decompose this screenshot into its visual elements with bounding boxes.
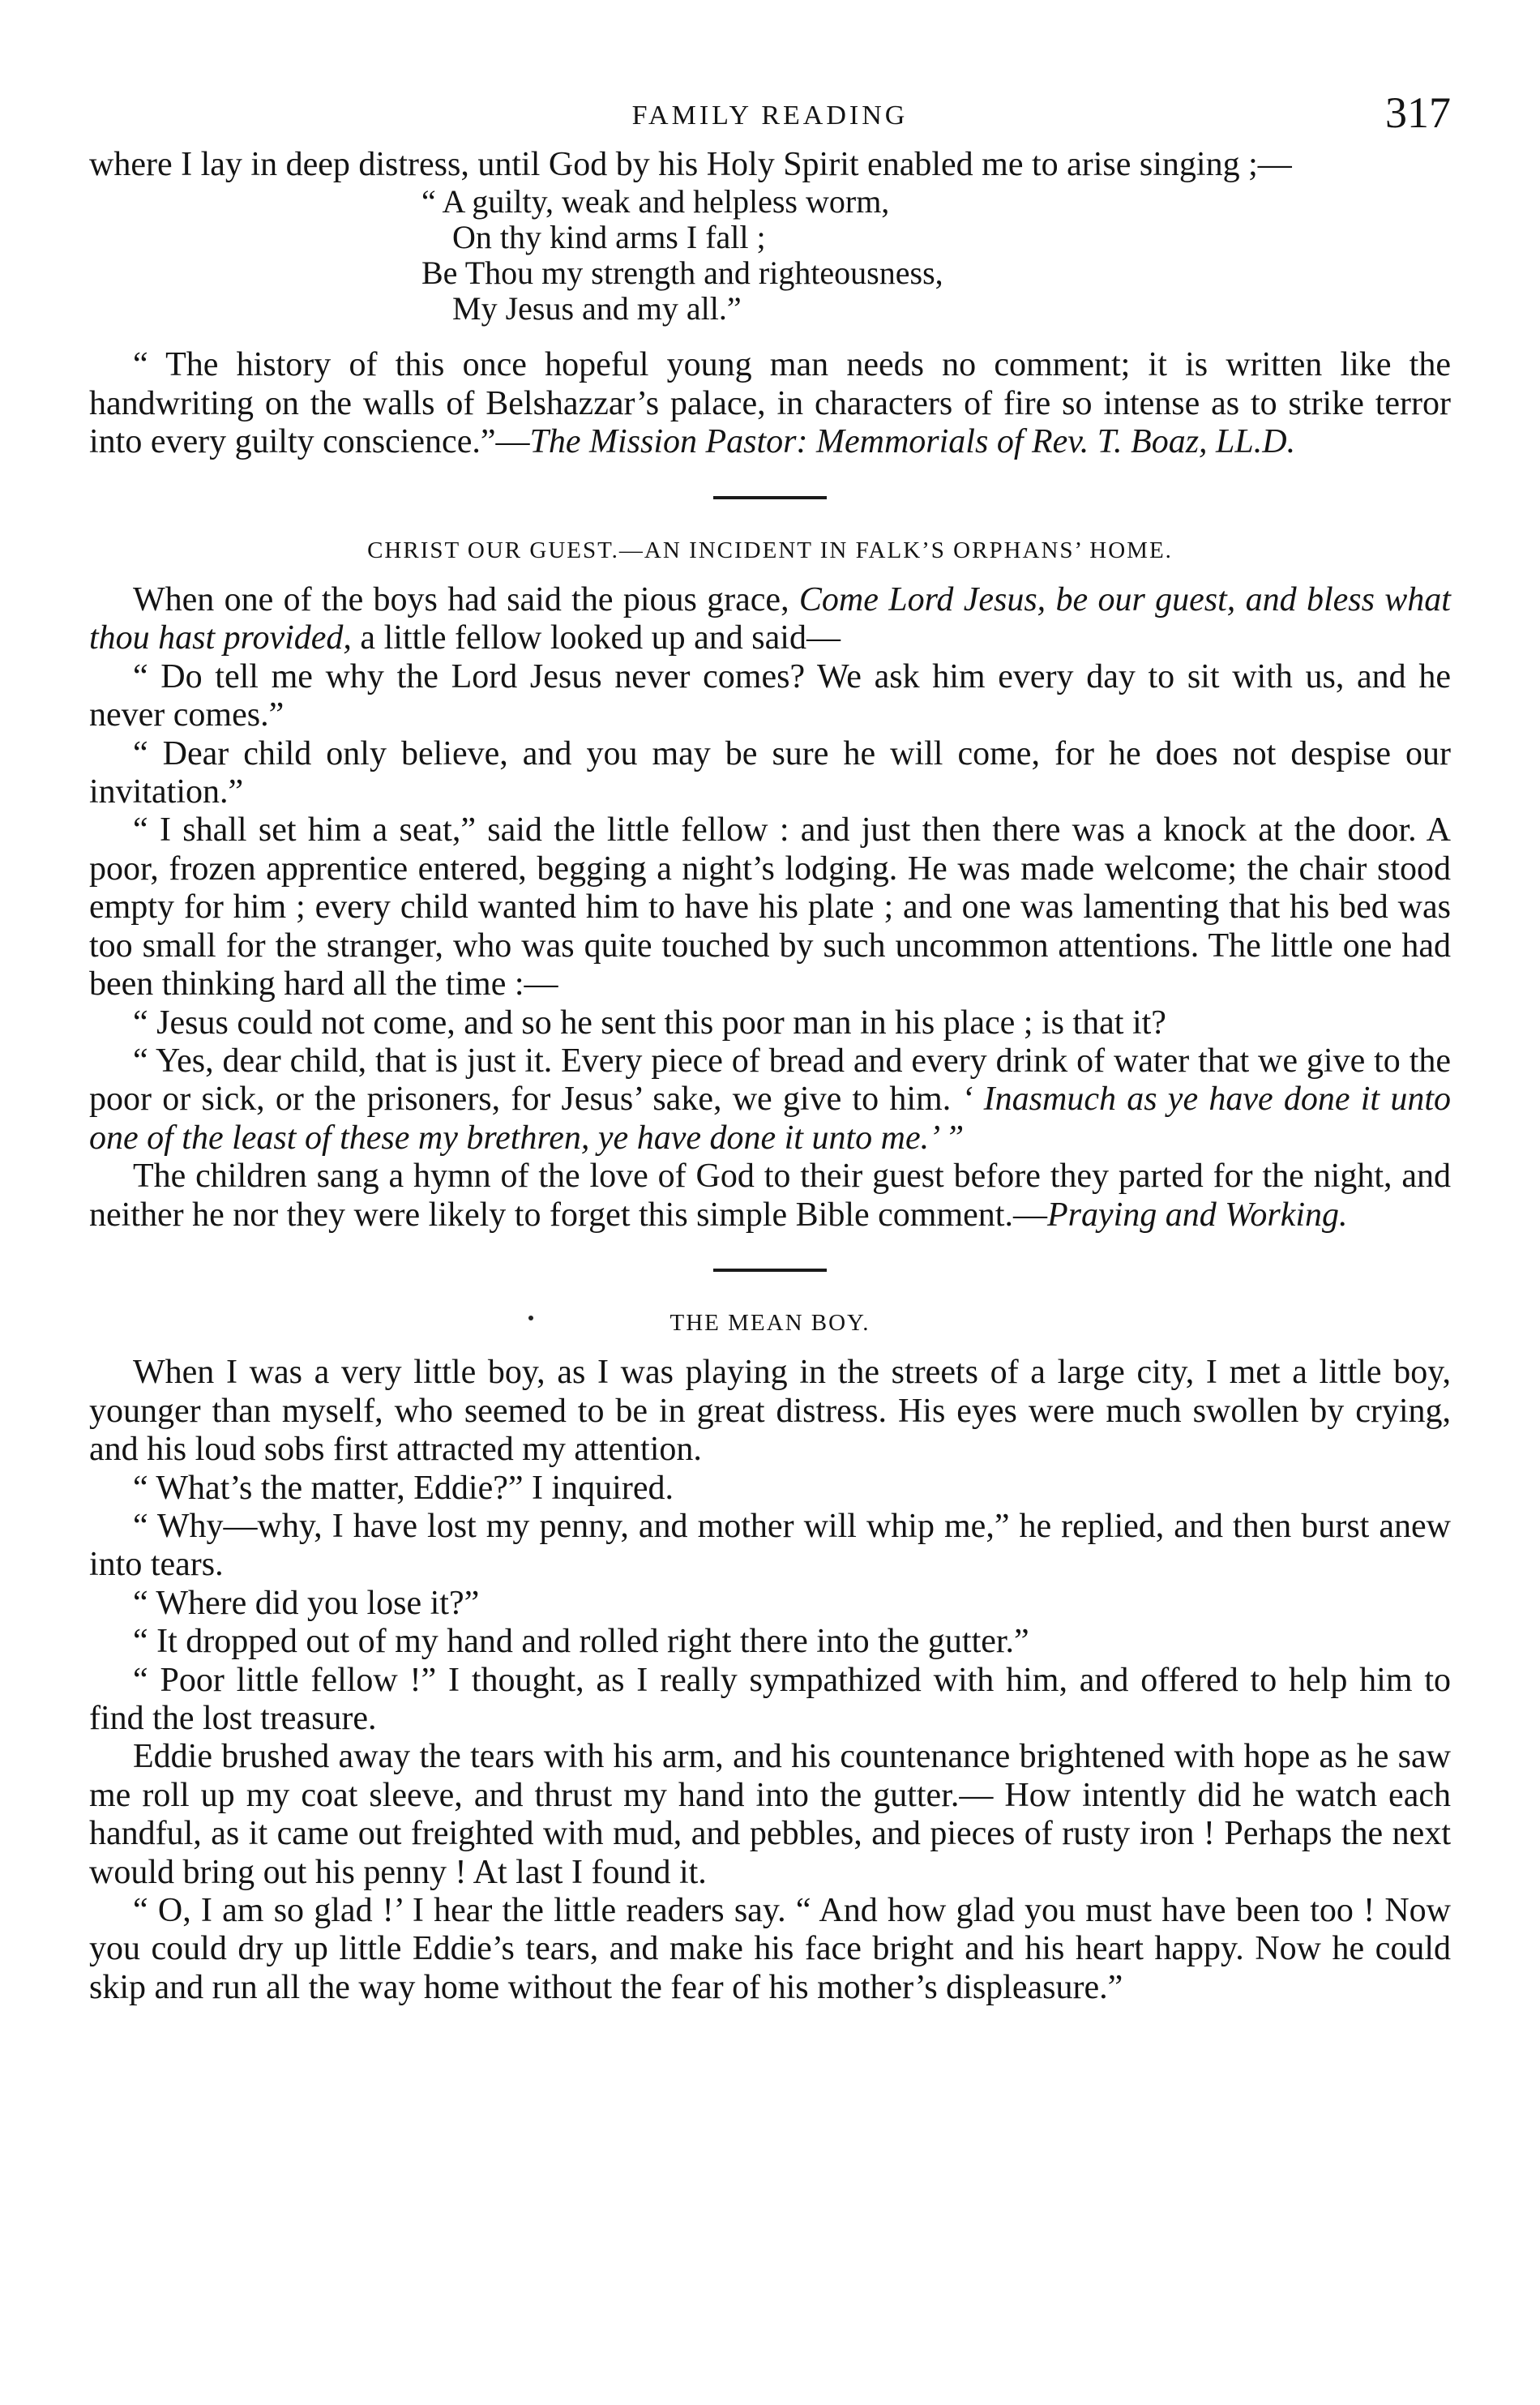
page-number: 317 — [1385, 88, 1451, 137]
book-page — [89, 81, 1451, 2351]
section-title-mean-boy — [89, 1304, 1451, 1342]
story-paragraph — [89, 1158, 1451, 1235]
story-paragraph: “ Where did you lose it?” — [133, 1584, 480, 1622]
comment-text: “ The history of this once hopeful young man needs no comment; it is written like the handwriting on the walls of Belshazzar’s palace, in characters of fire so intense as to strike terror into every guilty conscience.”— — [89, 346, 1451, 461]
source-citation: The Mission Pastor: Memmorials of Rev. T. Boaz, LL.D. — [529, 423, 1296, 461]
verse-line: “ A guilty, weak and helpless worm, — [421, 183, 890, 220]
story-paragraph — [89, 581, 1451, 658]
story-paragraph: “ Do tell me why the Lord Jesus never comes? We ask him every day to sit with us, and he never comes.” — [89, 657, 1451, 734]
grace-quote: Come Lord Jesus, be our guest, and bless what thou hast provided, — [89, 581, 1451, 657]
paragraph-text: When one of the boys had said the pious grace, — [133, 581, 799, 619]
hymn-verse — [421, 184, 1451, 327]
verse-line: My Jesus and my all.” — [452, 290, 742, 327]
story-paragraph: “ Jesus could not come, and so he sent this poor man in his place ; is that it? — [133, 1004, 1166, 1042]
story-paragraph: “ Dear child only believe, and you may be sure he will come, for he does not despise our invitation.” — [89, 734, 1451, 811]
story-paragraph: When I was a very little boy, as I was playing in the streets of a large city, I met a little boy, younger than myself, who seemed to be in great distress. His eyes were much swollen by crying, and his loud sobs first attracted my attention. — [89, 1354, 1451, 1469]
comment-paragraph — [89, 346, 1451, 461]
section-divider — [713, 496, 827, 499]
story-paragraph: “ Poor little fellow !” I thought, as I really sympathized with him, and offered to help him to find the lost treasure. — [89, 1661, 1451, 1737]
story-paragraph: Eddie brushed away the tears with his arm, and his countenance brightened with hope as he saw me roll up my coat sleeve, and thrust my hand into the gutter.— How intently did he watch each handful, as it came out freighted with mud, and pebbles, and pieces of rusty iron ! Perhaps the next would bring out his penny ! At last I found it. — [89, 1738, 1451, 1891]
opening-paragraph: where I lay in deep distress, until God by his Holy Spirit enabled me to arise singing ;— — [89, 146, 1292, 183]
story-paragraph: “ It dropped out of my hand and rolled right there into the gutter.” — [133, 1623, 1029, 1661]
story-paragraph: “ What’s the matter, Eddie?” I inquired. — [133, 1469, 674, 1507]
page-body — [89, 146, 1451, 2007]
paragraph-text: “ Yes, dear child, that is just it. Every piece of bread and every drink of water that we give to the poor or sick, or the prisoners, for Jesus’ sake, we give to him. — [89, 1042, 1451, 1119]
story-paragraph: “ Why—why, I have lost my penny, and mother will whip me,” he replied, and then burst anew into tears. — [89, 1507, 1451, 1584]
source-citation: Praying and Working. — [1046, 1196, 1348, 1234]
story-paragraph: “ I shall set him a seat,” said the little fellow : and just then there was a knock at the door. A poor, frozen apprentice entered, begging a night’s lodging. He was made welcome; the chair stood empty for him ; every child wanted him to have his plate ; and one was lamenting that his bed was too small for the stranger, who was quite touched by such uncommon attentions. The little one had been thinking hard all the time :— — [89, 811, 1451, 1004]
scripture-quote: ‘ Inasmuch as ye have done it unto one of the least of these my brethren, ye have done it unto me.’ ” — [89, 1081, 1451, 1157]
running-title: FAMILY READING — [631, 101, 909, 131]
verse-line: Be Thou my strength and righteousness, — [421, 255, 943, 292]
story-paragraph — [89, 1042, 1451, 1158]
verse-line: On thy kind arms I fall ; — [452, 219, 766, 256]
section-title-christ-our-guest: CHRIST OUR GUEST.—AN INCIDENT IN FALK’S ORPHANS’ HOME. — [367, 537, 1173, 563]
stray-dot — [528, 1316, 533, 1320]
paragraph-text: The children sang a hymn of the love of God to their guest before they parted for the night, and neither he nor they were likely to forget this simple Bible comment.— — [89, 1158, 1451, 1234]
paragraph-text: a little fellow looked up and said— — [351, 619, 841, 657]
section-divider — [713, 1269, 827, 1272]
story-paragraph: “ O, I am so glad !’ I hear the little readers say. “ And how glad you must have been too ! Now you could dry up little Eddie’s tears, and make his face bright and his heart happy. Now he could skip and run all the way home without the fear of his mother’s displeasure.” — [89, 1892, 1451, 2006]
section-title-text: THE MEAN BOY. — [669, 1309, 871, 1336]
running-header — [89, 81, 1451, 146]
